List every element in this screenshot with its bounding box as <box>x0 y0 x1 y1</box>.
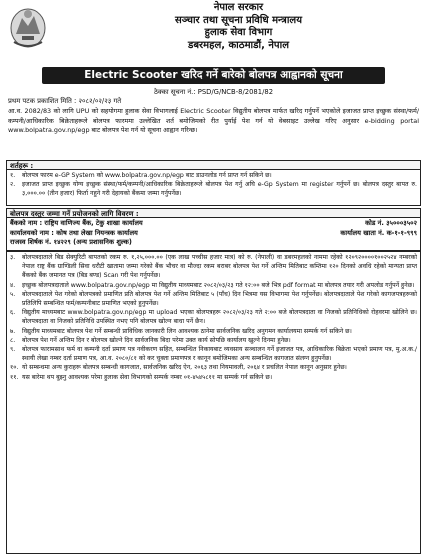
term-item <box>10 253 417 281</box>
masthead-line-2: सञ्चार तथा सूचना प्रविधि मन्त्रालय <box>174 14 303 26</box>
item-number: ११. <box>10 373 19 381</box>
bank-details-box <box>6 218 421 251</box>
item-text: बोलपत्र पेश गर्ने अन्तिम दिन र बोलपत्र खोल्ने दिन सार्वजनिक बिदा परेमा उक्त कार्य सोपछि कार्यालय खुल्ने दिनमा हुनेछ। <box>22 336 291 344</box>
item-text: बोलपत्र फारम e-GP System को www.bolpatra.gov.np/egp बाट डाउनलोड गर्न प्राप्त गर्न सकिने छ। <box>22 172 272 179</box>
item-number: २. <box>10 181 16 189</box>
masthead-line-3: हुलाक सेवा विभाग <box>204 27 273 38</box>
bank-name: बैंकको नाम : राष्ट्रिय वाणिज्य बैंक, टेकु शाखा कार्यालय <box>10 219 143 227</box>
government-emblem-icon <box>8 4 48 50</box>
condition-item <box>10 180 417 198</box>
intro-paragraph: आ.व. 2082/83 को लागि UPU को सहयोगमा हुलाक सेवा विभागलाई Electric Scooter विद्युतीय बोलपत्र मार्फत खरिद गर्नुपर्ने भएकोले इजाजत प्राप्त इच्छुक संस्था/फर्म/कम्पनी/आधिकारिक बिक्रेताहरूले बोलपत्र फारममा उल्लेखित शर्त बमोजिमको रीत पुर्याई पेश गर्न यो वेबसाइट उल्लेख गरिए अनुसार e-bidding portal www.bolpatra.gov.np/egp बाट बोलपत्र पेश गर्न यो सूचना आह्वान गरिन्छ। <box>8 107 419 135</box>
term-item <box>10 345 417 363</box>
item-number: ३. <box>10 254 16 261</box>
terms-box <box>6 251 421 554</box>
masthead <box>60 2 417 52</box>
term-item <box>10 308 417 326</box>
masthead-line-1: नेपाल सरकार <box>213 2 264 13</box>
item-number: १०. <box>10 364 19 372</box>
item-text: बोलपत्र फारामसाथ फर्म वा कम्पनी दर्ता प्रमाण पत्र नवीकरण सहित, सम्बन्धित निकायबाट व्यवसाय सञ्चालन गर्ने इजाजत पत्र, आधिकारिक बिक्रेता भएको प्रमाण पत्र, मु.अ.क./स्थायी लेखा नम्बर दर्ता प्रमाण पत्र, आ.व. २०८०/८१ को कर चुक्ता प्रमाणपत्र र कानून बमोजिमका अन्य सम्बन्धित कागजात संलग्न हुनुपर्नेछ। <box>22 346 417 363</box>
item-text: इच्छुक बोलपत्रदाताले www.bolpatra.gov.np/egp मा विद्युतीय माध्यमबाट २०८२/०३/२३ गते १२:०० बजे भित्र pdf format मा बोलपत्र तयार गरी अपलोड गर्नुपर्ने हुनेछ। <box>22 281 415 289</box>
item-text: विद्युतीय माध्यमबाट www.bolpatra.gov.np/egp मा upload भएका बोलपत्रहरू २०८२/०३/२३ गते २:०० बजे बोलपत्रदाता वा निजको प्रतिनिधिको रोहवरमा खोलिने छ। बोलपत्रदाता वा निजको प्रतिनिधि उपस्थित नभए पनि बोलपत्र खोल्न बाधा पर्ने छैन। <box>22 309 417 326</box>
bank-details-heading: बोलपत्र दस्तुर जम्मा गर्ने प्रयोजनको लागि विवरण : <box>6 208 421 218</box>
item-number: ५. <box>10 290 16 298</box>
term-item <box>10 373 417 382</box>
bank-row-2 <box>10 229 417 239</box>
item-text: बोलपत्रदाताले पेश गरेको बोलपत्रको प्रमाणित प्रति बोलपत्र पेश गर्ने अन्तिम मितिबाट ५ (पाँच) दिन भित्रमा यस विभागमा पेश गर्नुपर्नेछ। बोलपत्रदाताले पेश गरेको कागजपत्रहरूको प्रतिलिपि सम्बन्धित फर्म/कम्पनीबाट प्रमाणित भएको हुनुपर्नेछ। <box>22 290 417 308</box>
item-text: बोलपत्रदाताले बिड सेक्युरिटी बापतको रकम रु. १,२५,०००.०० (एक लाख पच्चीस हजार मात्र) को रु. (नेपाली) वा डबरमहलको नाममा रहेको १२०९२००००१००२५२४ नम्बरको नेपाल राष्ट्र बैंक ग्राण्डिली सिवा धरौटी खातामा जम्मा गरेको बैंक भौचर वा मौज्दा रकम बराबर बोलपत्र पेश गर्ने अन्तिम मितिबाट कम्तिमा १२० दिनको अवधि रहेको मान्यता प्राप्त बैंकको बैंक जमानत पत्र (बिड बण्ड) Scan गरी पेश गर्नुपर्नेछ। <box>22 254 417 280</box>
condition-item <box>10 171 417 180</box>
revenue-heading: राजस्व शिर्षक नं. १४२२९ (अन्य प्रशासनिक शुल्क) <box>10 238 132 246</box>
item-number: ४. <box>10 281 16 289</box>
item-text: इजाजत प्राप्त इच्छुक योग्य इच्छुक संस्था/फर्म/कम्पनी/आधिकारिक बिक्रेताहरूले बोलपत्र पेश गर्नु अघि e-Gp System मा register गर्नुपर्ने छ। बोलपत्र दस्तुर बापत रु. ३,०००.०० (तीन हजार) फिर्ता नहुने गरी देहायको बैंकमा जम्मा गर्नुपर्नेछ। <box>22 181 417 198</box>
term-item <box>10 327 417 336</box>
item-number: ८. <box>10 336 16 344</box>
notice-title: Electric Scooter खरिद गर्ने बारेको बोलपत्र आह्वानको सूचना <box>42 67 385 84</box>
item-text: यस बारेमा थप बुझ्नु आवश्यक परेमा हुलाक सेवा विभागको सम्पर्क नम्बर ०१-४५४५८११ मा सम्पर्क गर्न सकिने छ। <box>22 373 273 381</box>
term-item <box>10 336 417 345</box>
item-text: यो सम्बन्धमा अन्य कुराहरू बोलपत्र सम्बन्धी कागजात, सार्वजनिक खरिद ऐन, २०६३ तथा नियमावली, २०६४ र प्रचलित नेपाल कानून अनुसार हुनेछ। <box>22 364 347 372</box>
item-number: ९. <box>10 346 16 354</box>
item-number: १. <box>10 172 16 179</box>
item-number: ६. <box>10 309 16 317</box>
term-item <box>10 290 417 308</box>
masthead-line-4: डबरमहल, काठमाडौं, नेपाल <box>188 39 289 51</box>
publication-date-text: प्रथम पटक प्रकाशित मिति : २०८२/०२/२३ गते <box>8 97 122 105</box>
conditions-box <box>6 170 421 206</box>
bank-row-1 <box>10 219 417 229</box>
notice-number: ठेक्का सूचना नं.: PSD/G/NCB-8/2081/82 <box>153 88 274 96</box>
conditions-heading: शर्तहरू : <box>6 160 421 170</box>
item-text: विद्युतीय माध्यमबाट बोलपत्र पेश गर्ने सम्बन्धी प्राविधिक जानकारी लिन आवश्यक ठानेमा सार्वजनिक खरिद अनुगमन कार्यालयमा सम्पर्क गर्न सकिने छ। <box>22 327 352 335</box>
term-item <box>10 281 417 290</box>
publication-date <box>8 96 419 106</box>
bank-code: कोड नं. ३५०००३५०२ <box>365 219 417 227</box>
account-number: कार्यालय खाता नं. क-१-१-९९९ <box>340 228 417 237</box>
term-item <box>10 363 417 372</box>
item-number: ७. <box>10 327 16 335</box>
office-name: कार्यालयको नाम : कोष तथा लेखा नियन्त्रक कार्यालय <box>10 228 138 237</box>
